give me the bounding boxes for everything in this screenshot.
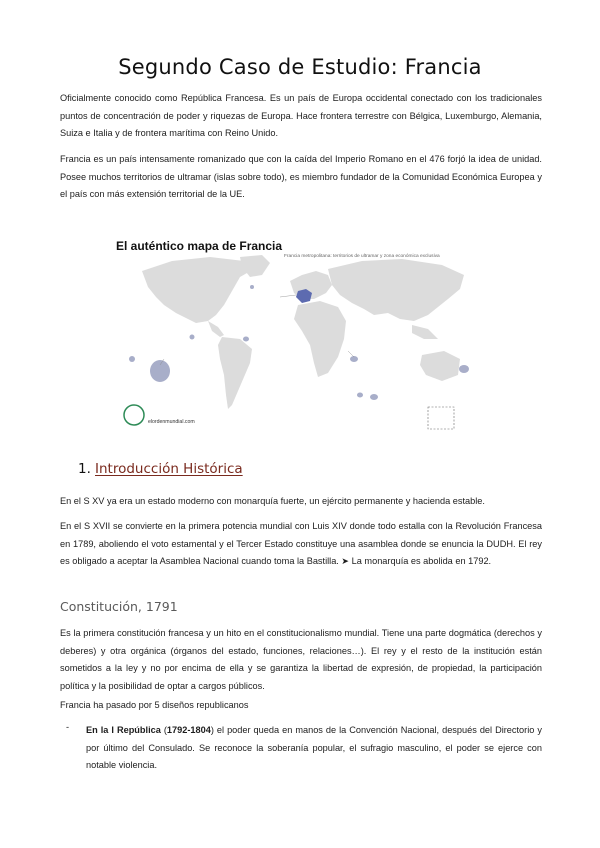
eez-wallis	[129, 356, 135, 362]
eez-crozet	[357, 393, 363, 398]
bold-dates: 1792-1804	[166, 725, 211, 735]
section-number: 1.	[78, 461, 91, 477]
map-title: El auténtico mapa de Francia	[116, 239, 283, 253]
paragraph-republics: Francia ha pasado por 5 diseños republicanos	[60, 700, 249, 710]
list-dash: -	[66, 722, 70, 732]
eez-guiana	[243, 337, 249, 342]
text-fragment: (	[160, 725, 167, 735]
eez-polynesia	[150, 360, 170, 382]
text-fragment: ) el poder queda en manos de la Convención Nacional, después del Directorio y por último del Consulado. Se reconoce la soberanía popular, el sufragio masculino, el poder se ejerce con notable violencia.	[86, 725, 542, 771]
page-title: Segundo Caso de Estudio: Francia	[118, 55, 482, 79]
eez-clipperton	[190, 335, 195, 340]
paragraph-xvii: En el S XVII se convierte en la primera potencia mundial con Luis XIV donde todo estalla con la Revolución Francesa en 1789, aboliendo el voto estamental y el Tercer Estado constituye una asamblea donde se enuncia la DUDH. El rey es obligado a aceptar la Asamblea Nacional cuando toma la Bastilla. ➤ La monarquía es abolida en 1792.	[60, 521, 542, 567]
map-credit: elordenmundial.com	[148, 419, 195, 425]
bold-term: En la I República	[86, 725, 161, 735]
section-heading-intro	[78, 461, 243, 477]
eez-new-caledonia	[459, 365, 469, 373]
eez-st-pierre	[250, 285, 254, 289]
paragraph-xv: En el S XV ya era un estado moderno con monarquía fuerte, un ejército permanente y hacienda estable.	[60, 496, 485, 506]
paragraph-romanization: Francia es un país intensamente romanizado que con la caída del Imperio Romano en el 476 forjó la idea de unidad. Posee muchos territorios de ultramar (islas sobre todo), es miembro fundador de la Comunidad Económica Europea y el país con más extensión territorial de la UE.	[60, 154, 542, 200]
eez-kerguelen	[370, 394, 378, 400]
paragraph-constitution: Es la primera constitución francesa y un hito en el constitucionalismo mundial. Tiene una parte dogmática (derechos y deberes) y otra orgánica (órganos del estado, funciones, relaciones…). El rey y el resto de la institución están sometidos a la ley y no por encima de ella y se garantiza la libertad de expresión, de propiedad, la participación política y la posibilidad de optar a cargos públicos.	[60, 628, 542, 691]
list-item-text	[86, 722, 542, 775]
section-title: Introducción Histórica	[95, 461, 243, 477]
map-subtitle: Francia metropolitana: territorios de ultramar y zona económica exclusiva	[284, 254, 440, 259]
world-map-illustration	[112, 235, 486, 432]
paragraph-intro: Oficialmente conocido como República Francesa. Es un país de Europa occidental conectado con los tradicionales puntos de concentración de poder y riquezas de Europa. Hace frontera terrestre con Bélgica, Luxemburgo, Alemania, Suiza e Italia y de frontera marítima con Reino Unido.	[60, 93, 542, 139]
section-heading-constitution: Constitución, 1791	[60, 599, 178, 614]
list-item-first-republic	[66, 722, 542, 775]
map-figure	[112, 235, 486, 432]
